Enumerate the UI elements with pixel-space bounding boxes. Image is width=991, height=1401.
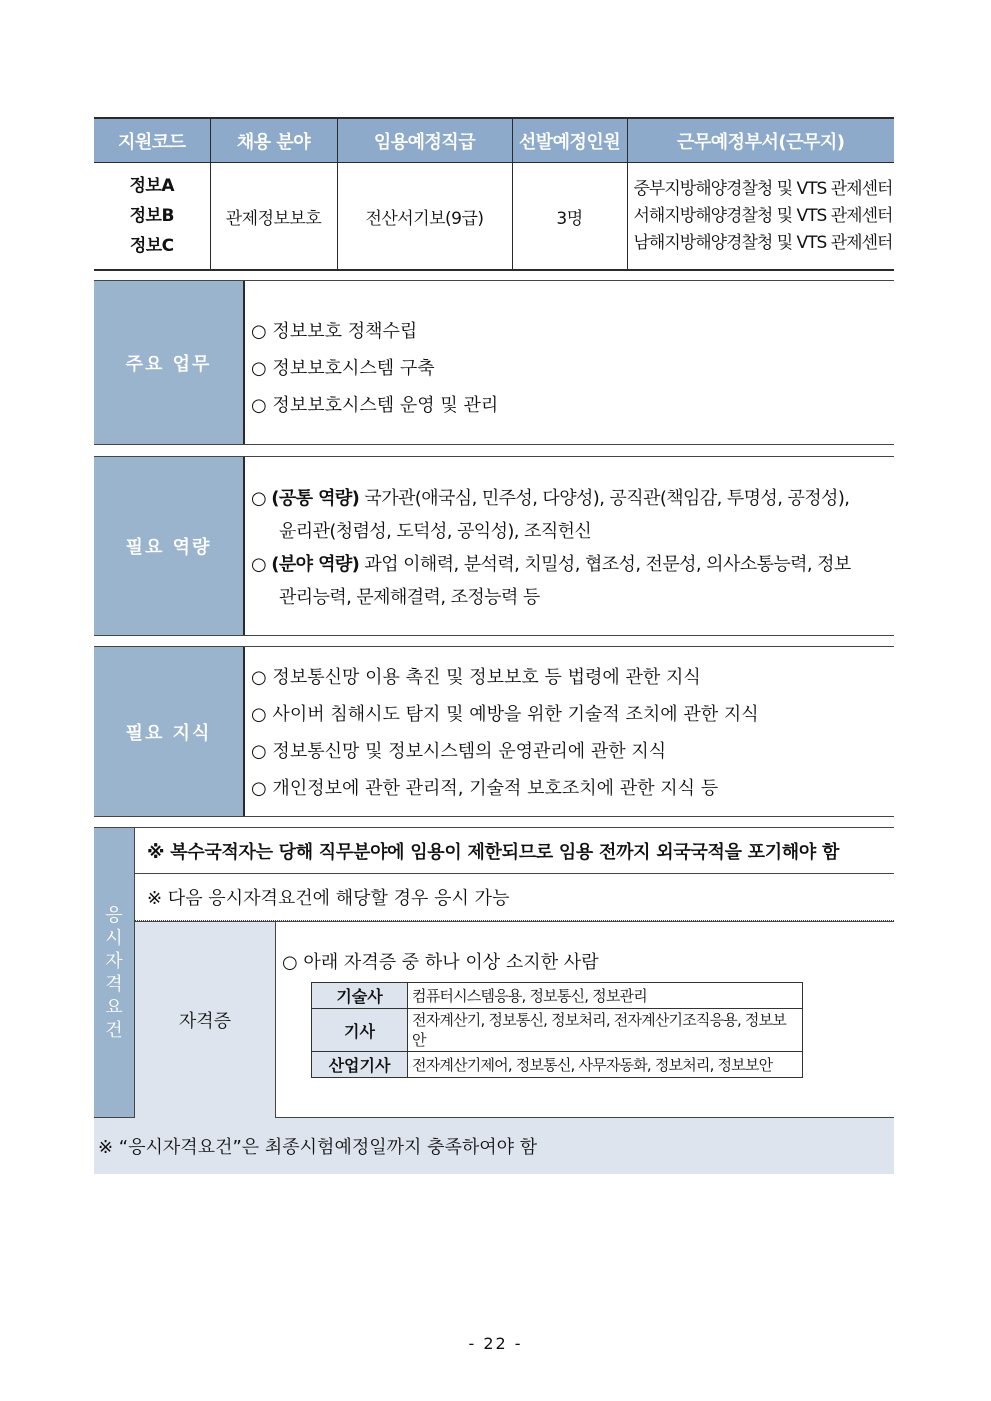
code-a: 정보A — [129, 176, 174, 196]
list-item: ○ 정보보호 정책수립 — [251, 321, 418, 342]
eligibility-side-label — [94, 828, 135, 1117]
duties-content — [245, 281, 894, 444]
cert-items: 컴퓨터시스템응용, 정보통신, 정보관리 — [408, 983, 803, 1009]
cert-level: 기술사 — [312, 983, 408, 1009]
list-item: ○ 정보통신망 및 정보시스템의 운영관리에 관한 지식 — [251, 741, 667, 762]
department-3: 남해지방해양경찰청 및 VTS 관제센터 — [633, 232, 893, 253]
bullet: ○ — [251, 488, 272, 509]
certificate-content — [276, 921, 894, 1118]
cert-items: 전자계산기, 정보통신, 정보처리, 전자계산기조직응용, 정보보안 — [408, 1009, 803, 1052]
competency-field-text: 과업 이해력, 분석력, 치밀성, 협조성, 전문성, 의사소통능력, 정보 — [359, 554, 851, 575]
header-count: 선발예정인원 — [512, 118, 627, 163]
header-grade: 임용예정직급 — [337, 118, 512, 163]
side-char: 자 — [105, 950, 123, 972]
cell-departments — [627, 163, 894, 271]
page-number: - 22 - — [468, 1334, 523, 1353]
competency-common-title: (공통 역량) — [271, 488, 360, 509]
cell-grade: 전산서기보(9급) — [337, 163, 512, 271]
table-row — [312, 1009, 803, 1052]
side-char: 시 — [105, 927, 123, 949]
list-item: ○ 개인정보에 관한 관리적, 기술적 보호조치에 관한 지식 등 — [251, 778, 719, 799]
dual-citizenship-notice: ※ 복수국적자는 당해 직무분야에 임용이 제한되므로 임용 전까지 외국국적을 포기해야 함 — [135, 828, 894, 874]
list-item — [251, 482, 894, 515]
list-item — [251, 548, 894, 581]
eligibility-section — [94, 827, 894, 1118]
table-row — [94, 163, 894, 271]
list-item: ○ 정보보호시스템 구축 — [251, 358, 435, 379]
list-item: ○ 정보보호시스템 운영 및 관리 — [251, 395, 499, 416]
cert-level: 기사 — [312, 1009, 408, 1052]
table-row — [312, 983, 803, 1009]
competency-field-title: (분야 역량) — [271, 554, 360, 575]
list-item: ○ 정보통신망 이용 촉진 및 정보보호 등 법령에 관한 지식 — [251, 667, 701, 688]
header-code: 지원코드 — [94, 118, 210, 163]
table-header-row — [94, 118, 894, 163]
certificate-table — [311, 982, 803, 1078]
duties-label: 주요 업무 — [94, 281, 245, 444]
table-row — [312, 1052, 803, 1078]
duties-section — [94, 280, 894, 445]
knowledge-label: 필요 지식 — [94, 647, 245, 816]
side-char: 응 — [105, 904, 123, 926]
cert-items: 전자계산기제어, 정보통신, 사무자동화, 정보처리, 정보보안 — [408, 1052, 803, 1078]
competency-label: 필요 역량 — [94, 457, 245, 635]
list-item: ○ 사이버 침해시도 탐지 및 예방을 위한 기술적 조치에 관한 지식 — [251, 704, 759, 725]
competency-section — [94, 456, 894, 636]
knowledge-section — [94, 646, 894, 817]
cert-level: 산업기사 — [312, 1052, 408, 1078]
side-char: 격 — [105, 973, 123, 995]
header-department: 근무예정부서(근무지) — [627, 118, 894, 163]
cell-count: 3명 — [512, 163, 627, 271]
cell-field: 관제정보보호 — [210, 163, 337, 271]
list-item-continued: 관리능력, 문제해결력, 조정능력 등 — [279, 587, 540, 608]
knowledge-content — [245, 647, 894, 816]
side-char: 요 — [105, 996, 123, 1018]
side-char: 건 — [105, 1019, 123, 1041]
department-1: 중부지방해양경찰청 및 VTS 관제센터 — [633, 178, 893, 199]
code-b: 정보B — [129, 206, 174, 226]
certificate-label: 자격증 — [135, 921, 276, 1118]
code-c: 정보C — [129, 236, 174, 256]
department-2: 서해지방해양경찰청 및 VTS 관제센터 — [633, 205, 893, 226]
certificate-intro: ○ 아래 자격증 중 하나 이상 소지한 사람 — [282, 952, 599, 973]
list-item-continued: 윤리관(청렴성, 도덕성, 공익성), 조직헌신 — [279, 521, 592, 542]
cell-codes — [94, 163, 210, 271]
competency-content — [245, 457, 894, 635]
recruitment-table — [94, 117, 894, 271]
bullet: ○ — [251, 554, 272, 575]
eligibility-notice: ※ 다음 응시자격요건에 해당할 경우 응시 가능 — [135, 874, 894, 921]
header-field: 채용 분야 — [210, 118, 337, 163]
competency-common-text: 국가관(애국심, 민주성, 다양성), 공직관(책임감, 투명성, 공정성), — [359, 488, 850, 509]
footer-note: ※ “응시자격요건”은 최종시험예정일까지 충족하여야 함 — [94, 1118, 894, 1174]
